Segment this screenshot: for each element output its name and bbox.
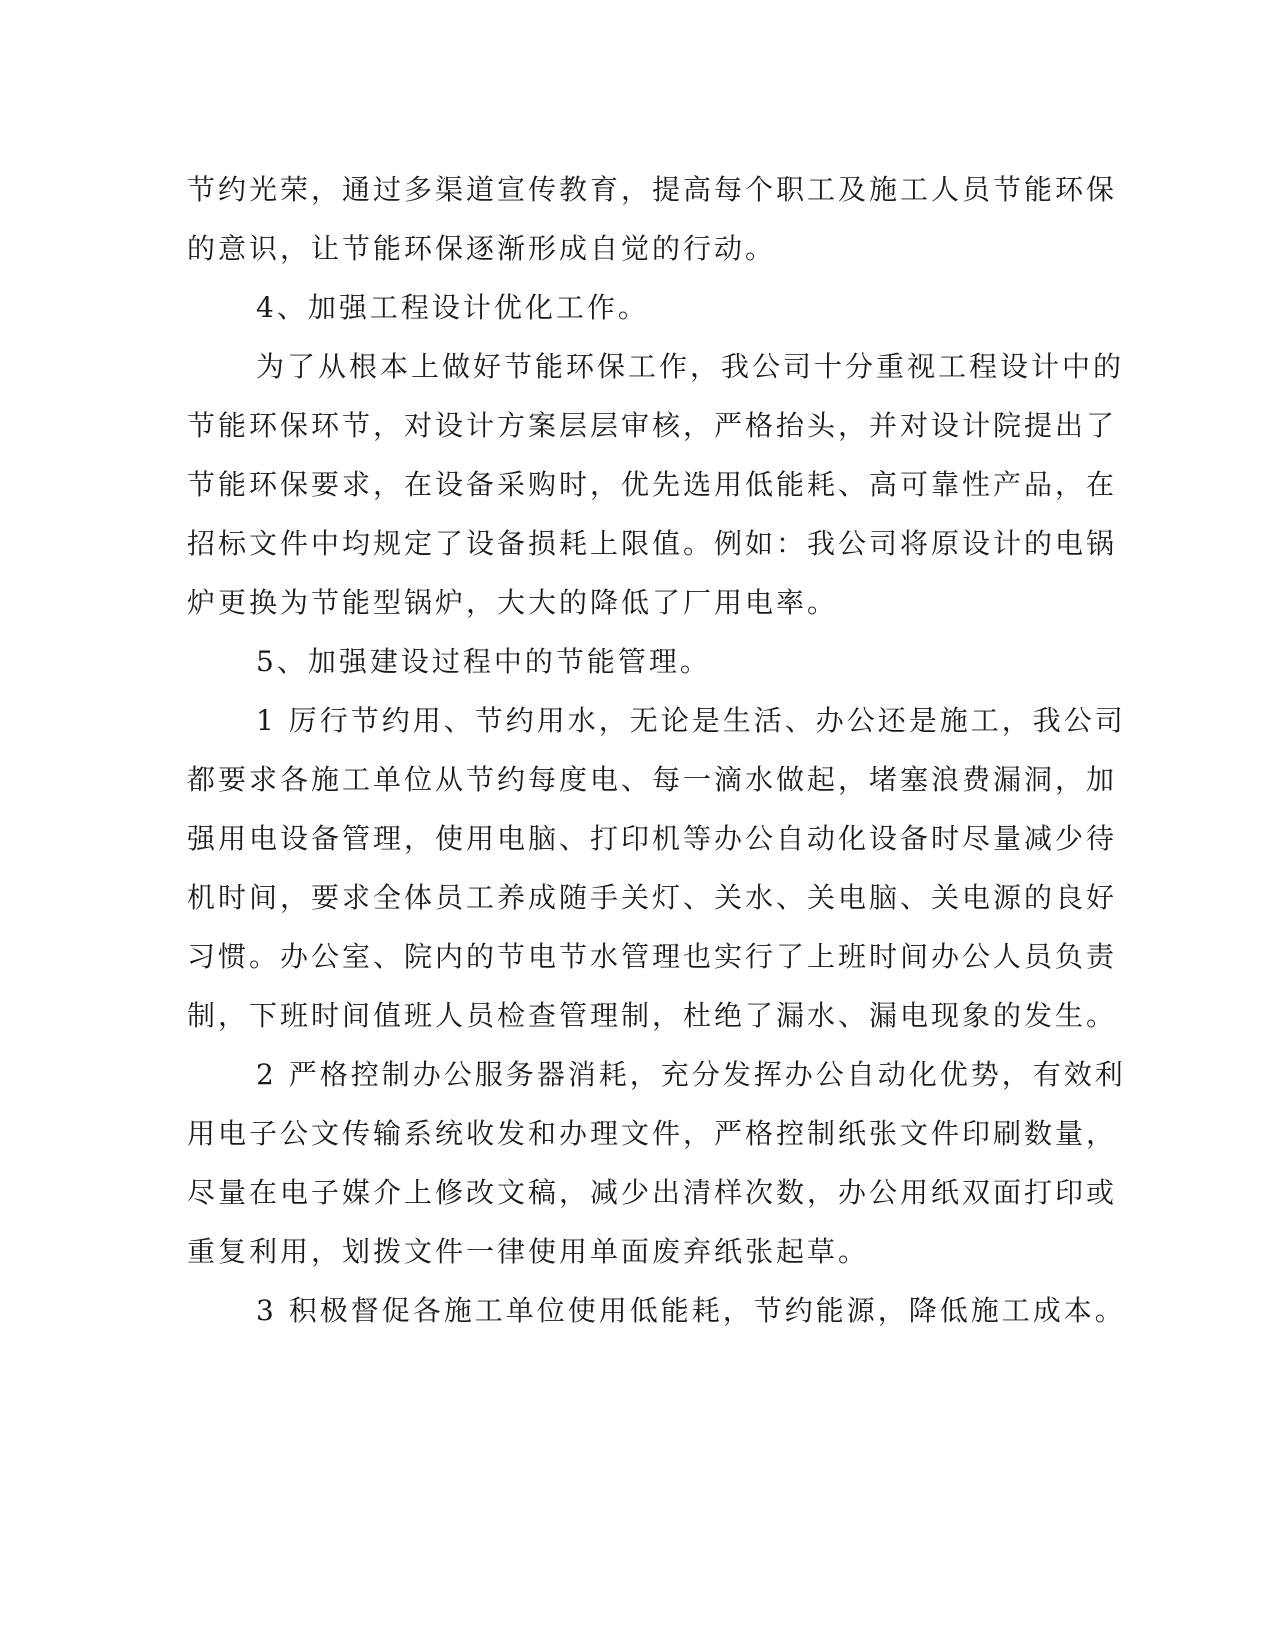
text-line: 重复利用，划拨文件一律使用单面废弃纸张起草。 xyxy=(187,1235,870,1268)
text-line: 招标文件中均规定了设备损耗上限值。例如：我公司将原设计的电锅 xyxy=(187,527,1118,560)
text-line: 1 厉行节约用、节约用水，无论是生活、办公还是施工，我公司 xyxy=(256,704,1126,737)
text-line: 3 积极督促各施工单位使用低能耗，节约能源，降低施工成本。 xyxy=(256,1294,1126,1327)
text-line: 为了从根本上做好节能环保工作，我公司十分重视工程设计中的 xyxy=(256,350,1125,383)
text-line: 用电子公文传输系统收发和办理文件，严格控制纸张文件印刷数量， xyxy=(187,1117,1118,1150)
text-line: 机时间，要求全体员工养成随手关灯、关水、关电脑、关电源的良好 xyxy=(187,881,1118,914)
text-line: 强用电设备管理，使用电脑、打印机等办公自动化设备时尽量减少待 xyxy=(187,822,1118,855)
text-line: 2 严格控制办公服务器消耗，充分发挥办公自动化优势，有效利 xyxy=(256,1058,1126,1091)
text-line: 节能环保环节，对设计方案层层审核，严格抬头，并对设计院提出了 xyxy=(187,409,1118,442)
text-line: 的意识，让节能环保逐渐形成自觉的行动。 xyxy=(187,232,777,265)
text-line: 节约光荣，通过多渠道宣传教育，提高每个职工及施工人员节能环保 xyxy=(187,173,1118,206)
text-line: 炉更换为节能型锅炉，大大的降低了厂用电率。 xyxy=(187,586,839,619)
text-line: 尽量在电子媒介上修改文稿，减少出清样次数，办公用纸双面打印或 xyxy=(187,1176,1118,1209)
text-line: 都要求各施工单位从节约每度电、每一滴水做起，堵塞浪费漏洞，加 xyxy=(187,763,1118,796)
text-line: 习惯。办公室、院内的节电节水管理也实行了上班时间办公人员负责 xyxy=(187,940,1118,973)
document-body xyxy=(187,160,1126,1340)
section-heading: 4、加强工程设计优化工作。 xyxy=(256,291,649,324)
section-heading: 5、加强建设过程中的节能管理。 xyxy=(256,645,711,678)
text-line: 节能环保要求，在设备采购时，优先选用低能耗、高可靠性产品，在 xyxy=(187,468,1118,501)
text-line: 制，下班时间值班人员检查管理制，杜绝了漏水、漏电现象的发生。 xyxy=(187,999,1118,1032)
